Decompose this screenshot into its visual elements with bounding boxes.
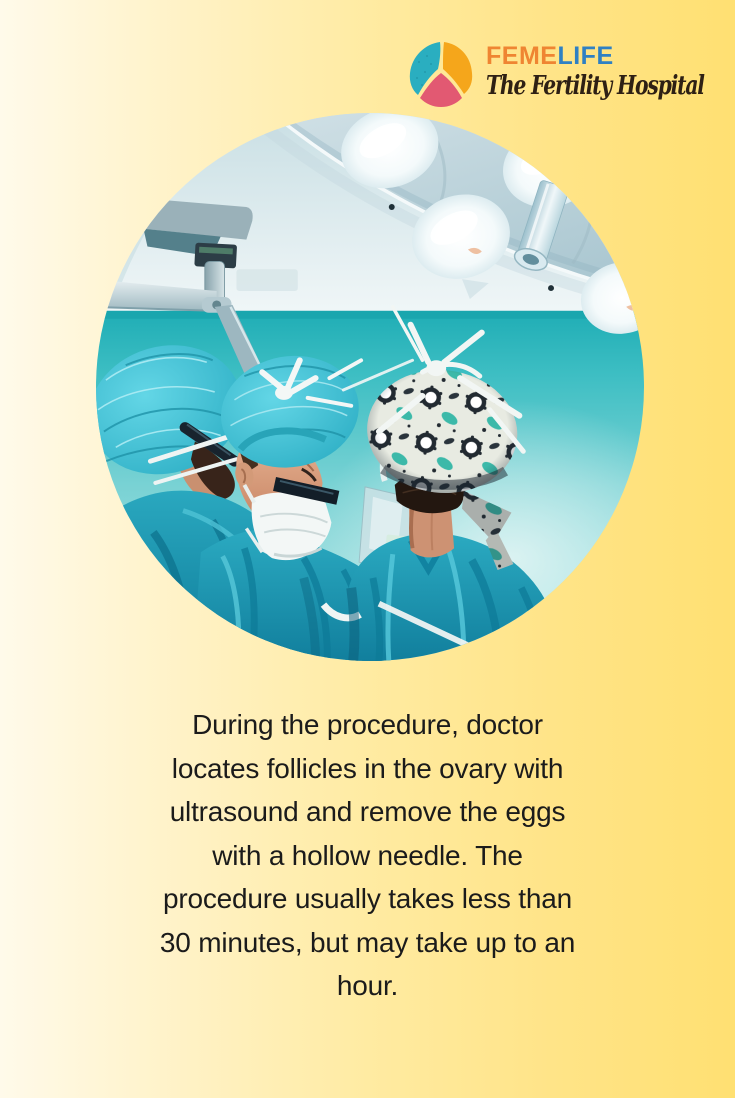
caption-line: ultrasound and remove the eggs	[169, 796, 566, 827]
gown-shadow	[351, 588, 354, 661]
caption-line: 30 minutes, but may take up to an	[159, 926, 576, 958]
brand-logo-icon	[403, 36, 479, 112]
brand-logo	[403, 36, 735, 112]
brand-text	[486, 42, 735, 101]
brand-name	[486, 42, 735, 70]
brand-tagline: The Fertility Hospital	[486, 71, 704, 101]
bottom-white-strip	[0, 1098, 735, 1102]
surgery-photo	[96, 113, 644, 661]
caption-text	[0, 703, 735, 1008]
caption-line: During the procedure, doctor	[192, 709, 543, 740]
logo-petals	[410, 42, 472, 107]
brand-name-part2: LIFE	[557, 42, 614, 70]
brand-name-part1: FEME	[486, 42, 558, 70]
surgery-photo-circle	[96, 113, 644, 661]
caption-line: locates follicles in the ovary with	[171, 752, 564, 784]
caption-line: hour.	[336, 970, 399, 1001]
caption-line: procedure usually takes less than	[163, 883, 572, 914]
caption-line: with a hollow needle. The	[212, 839, 523, 871]
